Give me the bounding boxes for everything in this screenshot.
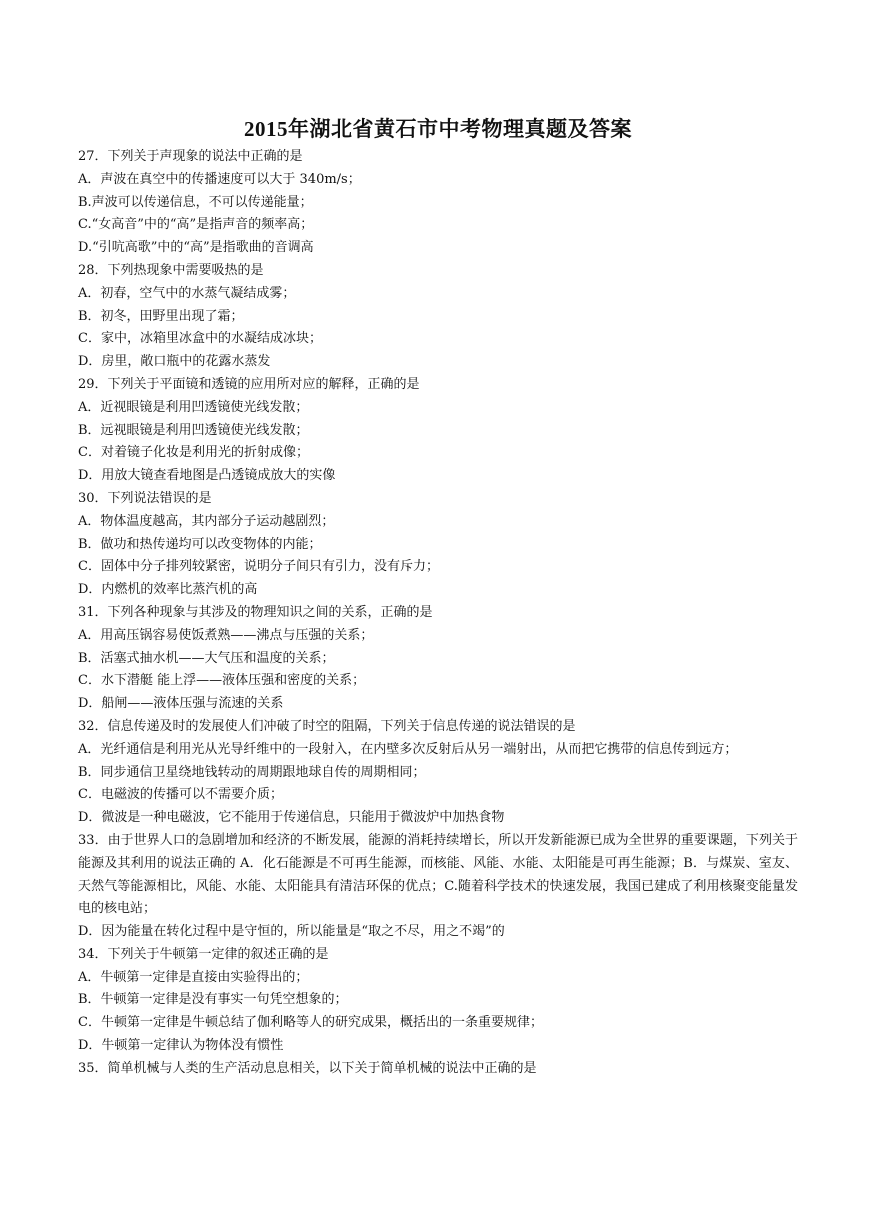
- answer-option: D．用放大镜查看地图是凸透镜成放大的实像: [78, 468, 336, 484]
- answer-option: B．牛顿第一定律是没有事实一句凭空想象的；: [78, 992, 348, 1008]
- answer-option: A．声波在真空中的传播速度可以大于 340m/s；: [78, 171, 361, 187]
- answer-option: B．做功和热传递均可以改变物体的内能；: [78, 536, 322, 552]
- answer-option: C．水下潜艇 能上浮——液体压强和密度的关系；: [78, 673, 366, 689]
- answer-option: A．用高压锅容易使饭煮熟——沸点与压强的关系；: [78, 627, 374, 643]
- answer-option: D．房里，敞口瓶中的花露水蒸发: [78, 354, 271, 370]
- answer-option: B．初冬，田野里出现了霜；: [78, 308, 244, 324]
- answer-option: B．活塞式抽水机——大气压和温度的关系；: [78, 650, 335, 666]
- answer-option: C．电磁波的传播可以不需要介质；: [78, 787, 283, 803]
- answer-option: C．牛顿第一定律是牛顿总结了伽利略等人的研究成果，概括出的一条重要规律；: [78, 1015, 543, 1031]
- answer-option: A．物体温度越高，其内部分子运动越剧烈；: [78, 513, 335, 529]
- answer-option: B.声波可以传递信息，不可以传递能量；: [78, 194, 313, 210]
- answer-option: A．近视眼镜是利用凹透镜使光线发散；: [78, 399, 309, 415]
- question-stem: 35．简单机械与人类的生产活动息息相关，以下关于简单机械的说法中正确的是: [78, 1060, 537, 1076]
- answer-option: D.“引吭高歌”中的“高”是指歌曲的音调高: [78, 240, 314, 256]
- answer-option: D．内燃机的效率比蒸汽机的高: [78, 582, 258, 598]
- question-stem: 33．由于世界人口的急剧增加和经济的不断发展，能源的消耗持续增长，所以开发新能源已成为全世界的重要课题，下列关于能源及其利用的说法正确的 A．化石能源是不可再生能源，而核能、风能、水能、太阳能是可再生能源；B．与煤炭、室友、天然气等能源相比，风能、水能、太阳能具有清洁环保的优点；C.随着科学技术的快速发展，我国已建成了利用核聚变能量发电的核电站；: [78, 832, 798, 917]
- question-stem: 32．信息传递及时的发展使人们冲破了时空的阻隔，下列关于信息传递的说法错误的是: [78, 718, 576, 734]
- answer-option: D．微波是一种电磁波，它不能用于传递信息，只能用于微波炉中加热食物: [78, 810, 505, 826]
- answer-option: C．家中，冰箱里冰盒中的水凝结成冰块；: [78, 331, 322, 347]
- question-stem: 30．下列说法错误的是: [78, 490, 212, 506]
- answer-option: D．船闸——液体压强与流速的关系: [78, 696, 284, 712]
- document-page: [78, 112, 798, 1081]
- question-stem: 34．下列关于牛顿第一定律的叙述正确的是: [78, 946, 329, 962]
- answer-option: A．牛顿第一定律是直接由实验得出的；: [78, 969, 309, 985]
- question-stem: 28．下列热现象中需要吸热的是: [78, 262, 264, 278]
- answer-option: C.“女高音”中的“高”是指声音的频率高；: [78, 217, 314, 233]
- page-title: 2015年湖北省黄石市中考物理真题及答案: [244, 117, 632, 141]
- question-stem: 27．下列关于声现象的说法中正确的是: [78, 149, 303, 164]
- answer-option: A．初春，空气中的水蒸气凝结成雾；: [78, 285, 296, 301]
- answer-option: B．同步通信卫星绕地钱转动的周期跟地球自传的周期相同；: [78, 764, 426, 780]
- question-stem: 29．下列关于平面镜和透镜的应用所对应的解释，正确的是: [78, 376, 420, 392]
- answer-option: C．对着镜子化妆是利用光的折射成像；: [78, 445, 309, 461]
- answer-option: C．固体中分子排列较紧密，说明分子间只有引力，没有斥力；: [78, 559, 439, 575]
- answer-option: A．光纤通信是利用光从光导纤维中的一段射入，在内壁多次反射后从另一端射出，从而把它携带的信息传到远方；: [78, 741, 738, 757]
- answer-option: D．因为能量在转化过程中是守恒的，所以能量是“取之不尽，用之不竭”的: [78, 924, 505, 940]
- answer-option: B．远视眼镜是利用凹透镜使光线发散；: [78, 422, 309, 438]
- question-stem: 31．下列各种现象与其涉及的物理知识之间的关系，正确的是: [78, 604, 433, 620]
- answer-option: D．牛顿第一定律认为物体没有惯性: [78, 1038, 284, 1054]
